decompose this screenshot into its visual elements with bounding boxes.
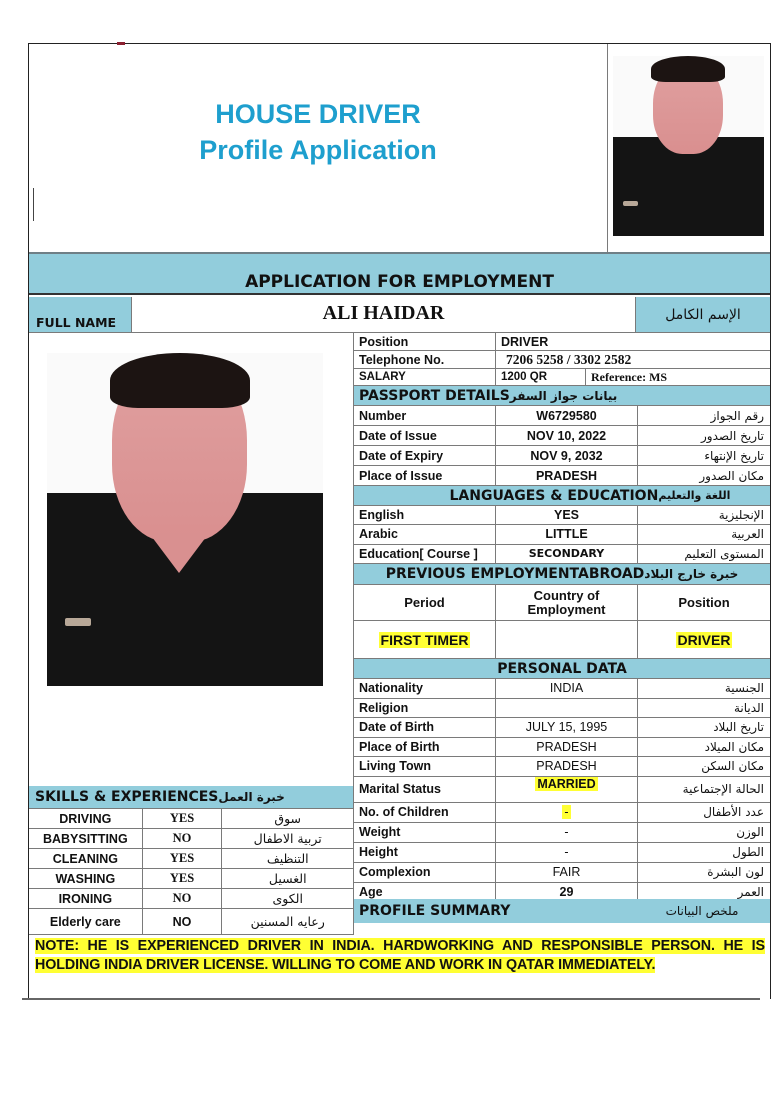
passport-row-value: PRADESH: [496, 466, 638, 486]
skills-title-ar: خبرة العمل: [218, 790, 285, 804]
full-name-value: ALI HAIDAR: [132, 297, 636, 333]
skill-name-ar: الغسيل: [222, 869, 353, 889]
personal-row-label-ar: مكان السكن: [638, 757, 770, 777]
full-name-label-ar: الإسم الكامل: [636, 297, 770, 333]
personal-row: [354, 863, 770, 883]
personal-row-value: -: [564, 825, 569, 839]
position-value-cell: [638, 621, 770, 659]
personal-row-value: MARRIED: [537, 776, 596, 791]
personal-row-label-ar: لون البشرة: [638, 863, 770, 883]
form-bottom-border: [22, 998, 760, 1000]
language-row-label: Arabic: [354, 525, 496, 544]
photo-panel: [29, 333, 354, 786]
passport-title: [354, 386, 617, 405]
personal-row-label: Religion: [354, 699, 496, 719]
previous-employment-title-ar: خبرة خارج البلاد: [644, 567, 739, 581]
language-row-label-ar: المستوى التعليم: [638, 545, 770, 564]
skill-name-ar: الكوى: [222, 889, 353, 909]
personal-row-value-cell: [496, 777, 638, 803]
languages-title-en: LANGUAGES & EDUCATION: [449, 487, 659, 504]
skill-row: [29, 809, 354, 829]
skill-name-ar: التنظيف: [222, 849, 353, 869]
personal-row-value-cell: [496, 803, 638, 823]
application-title: APPLICATION FOR EMPLOYMENT: [245, 272, 554, 292]
skill-value: NO: [143, 889, 223, 909]
personal-row-value-cell: [496, 718, 638, 738]
personal-row: [354, 699, 770, 719]
telephone-row: [354, 351, 770, 369]
period-value-cell: [354, 621, 496, 659]
personal-row-value: -: [564, 805, 569, 819]
language-row-label-ar: الإنجليزية: [638, 506, 770, 525]
skill-value: YES: [143, 869, 223, 889]
previous-employment-columns: [354, 585, 770, 621]
personal-row-label: Marital Status: [354, 777, 496, 803]
personal-row-value: PRADESH: [536, 759, 597, 774]
skill-name: DRIVING: [29, 809, 143, 829]
position-label: Position: [354, 333, 496, 351]
passport-row-label: Number: [354, 406, 496, 426]
telephone-label: Telephone No.: [354, 351, 496, 369]
personal-row-label: Complexion: [354, 863, 496, 883]
languages-title: [354, 486, 770, 505]
personal-row: [354, 718, 770, 738]
skill-row: [29, 849, 354, 869]
personal-row-label: Age: [354, 883, 496, 903]
passport-title-ar: بيانات جواز السفر: [509, 388, 618, 403]
language-row-value: SECONDARY: [496, 545, 638, 564]
full-name-row: [29, 297, 770, 333]
passport-row-value: NOV 10, 2022: [496, 426, 638, 446]
period-value: FIRST TIMER: [380, 631, 469, 648]
position-value: DRIVER: [496, 333, 770, 351]
personal-row-label-ar: العمر: [638, 883, 770, 903]
previous-employment-title: [354, 564, 770, 584]
applicant-photo-small: [613, 56, 764, 236]
language-row-label: Education[ Course ]: [354, 545, 496, 564]
personal-row-label-ar: تاريخ البلاد: [638, 718, 770, 738]
skill-value: NO: [143, 909, 223, 935]
skill-name-ar: تربية الاطفال: [222, 829, 353, 849]
skill-value: YES: [143, 809, 223, 829]
personal-data-header: [354, 659, 770, 679]
profile-summary-title-ar: ملخص البيانات: [665, 904, 739, 918]
skill-name: IRONING: [29, 889, 143, 909]
col-position: Position: [638, 585, 770, 621]
personal-row-label: Living Town: [354, 757, 496, 777]
passport-row-label: Date of Expiry: [354, 446, 496, 466]
passport-row: [354, 406, 770, 426]
col-country: Country of Employment: [496, 585, 638, 621]
language-row-value: YES: [496, 506, 638, 525]
passport-row-value: NOV 9, 2032: [496, 446, 638, 466]
personal-row-value-cell: [496, 843, 638, 863]
skill-row: [29, 889, 354, 909]
previous-employment-values: [354, 621, 770, 659]
previous-employment-header: [354, 564, 770, 585]
application-form: [28, 43, 771, 999]
personal-row-value: PRADESH: [536, 739, 597, 754]
personal-row-value-cell: [496, 863, 638, 883]
personal-row: [354, 757, 770, 777]
salary-row: [354, 369, 770, 386]
language-row: [354, 506, 770, 525]
personal-row-label: Nationality: [354, 679, 496, 699]
personal-row-label: Date of Birth: [354, 718, 496, 738]
personal-row-value: JULY 15, 1995: [525, 720, 608, 735]
skill-name-ar: رعايه المسنين: [222, 909, 353, 935]
skill-name: Elderly care: [29, 909, 143, 935]
salary-label: SALARY: [354, 369, 496, 386]
application-title-band: [29, 254, 770, 295]
skill-value: NO: [143, 829, 223, 849]
salary-value: 1200 QR: [496, 369, 586, 386]
personal-row-label: No. of Children: [354, 803, 496, 823]
personal-row: [354, 843, 770, 863]
languages-section-header: [354, 486, 770, 506]
personal-row: [354, 738, 770, 758]
country-value: [496, 621, 638, 659]
profile-note: [35, 937, 765, 975]
personal-row: [354, 679, 770, 699]
personal-row-label-ar: الحالة الإجتماعية: [638, 777, 770, 803]
passport-row-label-ar: مكان الصدور: [638, 466, 770, 486]
skill-row: [29, 829, 354, 849]
personal-row-label-ar: عدد الأطفال: [638, 803, 770, 823]
personal-data-title: PERSONAL DATA: [497, 660, 627, 677]
personal-row: [354, 823, 770, 843]
personal-row-label-ar: الديانة: [638, 699, 770, 719]
language-row-value: LITTLE: [496, 525, 638, 544]
personal-row-label-ar: الوزن: [638, 823, 770, 843]
passport-row-label: Date of Issue: [354, 426, 496, 446]
header-left-mark: [33, 188, 34, 221]
personal-row-label: Weight: [354, 823, 496, 843]
personal-row-value: INDIA: [549, 681, 584, 696]
profile-note-text: NOTE: HE IS EXPERIENCED DRIVER IN INDIA. HARDWORKING AND RESPONSIBLE PERSON. HE IS HOLDING INDIA DRIVER LICENSE. WILLING TO COME AND WORK IN QATAR IMMEDIATELY.: [35, 938, 765, 973]
personal-row-value-cell: [496, 738, 638, 758]
skill-name: CLEANING: [29, 849, 143, 869]
passport-row-label-ar: تاريخ الصدور: [638, 426, 770, 446]
personal-row-value: FAIR: [552, 865, 581, 879]
passport-row-label: Place of Issue: [354, 466, 496, 486]
reference: Reference: MS: [586, 369, 770, 386]
skill-name-ar: سوق: [222, 809, 353, 829]
skill-row: [29, 869, 354, 889]
personal-row-value: 29: [559, 885, 574, 899]
prev-position-value: DRIVER: [677, 631, 731, 648]
position-row: [354, 333, 770, 351]
title-line-2: Profile Application: [199, 135, 437, 165]
passport-row-label-ar: تاريخ الإنتهاء: [638, 446, 770, 466]
skill-row: [29, 909, 354, 935]
col-period: Period: [354, 585, 496, 621]
skills-title-en: SKILLS & EXPERIENCES: [35, 789, 219, 805]
personal-row-label: Place of Birth: [354, 738, 496, 758]
small-photo-frame: [608, 44, 770, 254]
passport-row: [354, 466, 770, 486]
personal-row-label-ar: الجنسية: [638, 679, 770, 699]
applicant-photo-large: [47, 353, 323, 686]
right-column: [354, 333, 770, 923]
personal-row-value-cell: [496, 679, 638, 699]
personal-row-label-ar: مكان الميلاد: [638, 738, 770, 758]
skill-value: YES: [143, 849, 223, 869]
personal-row-value-cell: [496, 757, 638, 777]
passport-row: [354, 446, 770, 466]
profile-summary-title: PROFILE SUMMARY: [359, 903, 511, 919]
passport-title-en: PASSPORT DETAILS: [359, 387, 510, 404]
personal-row-label: Height: [354, 843, 496, 863]
skills-section-header: [29, 786, 354, 809]
languages-title-ar: اللغة والتعليم: [658, 489, 731, 502]
passport-row: [354, 426, 770, 446]
personal-row: [354, 803, 770, 823]
language-row-label: English: [354, 506, 496, 525]
passport-row-value: W6729580: [496, 406, 638, 426]
skill-name: WASHING: [29, 869, 143, 889]
personal-row-value: -: [564, 845, 569, 859]
profile-summary-header: [354, 899, 770, 923]
language-row: [354, 545, 770, 564]
header-decor-mark: [117, 42, 125, 45]
telephone-value: 7206 5258 / 3302 2582: [496, 351, 770, 369]
personal-row-value-cell: [496, 699, 638, 719]
title-line-1: HOUSE DRIVER: [215, 99, 421, 129]
personal-row-label-ar: الطول: [638, 843, 770, 863]
personal-row-value-cell: [496, 823, 638, 843]
full-name-label: FULL NAME: [29, 297, 132, 333]
personal-row: [354, 777, 770, 803]
language-row-label-ar: العربية: [638, 525, 770, 544]
passport-section-header: [354, 386, 770, 406]
skill-name: BABYSITTING: [29, 829, 143, 849]
language-row: [354, 525, 770, 544]
skills-title: [29, 786, 285, 808]
previous-employment-title-en: PREVIOUS EMPLOYMENTABROAD: [385, 566, 645, 582]
header-area: [29, 44, 608, 254]
passport-row-label-ar: رقم الجواز: [638, 406, 770, 426]
